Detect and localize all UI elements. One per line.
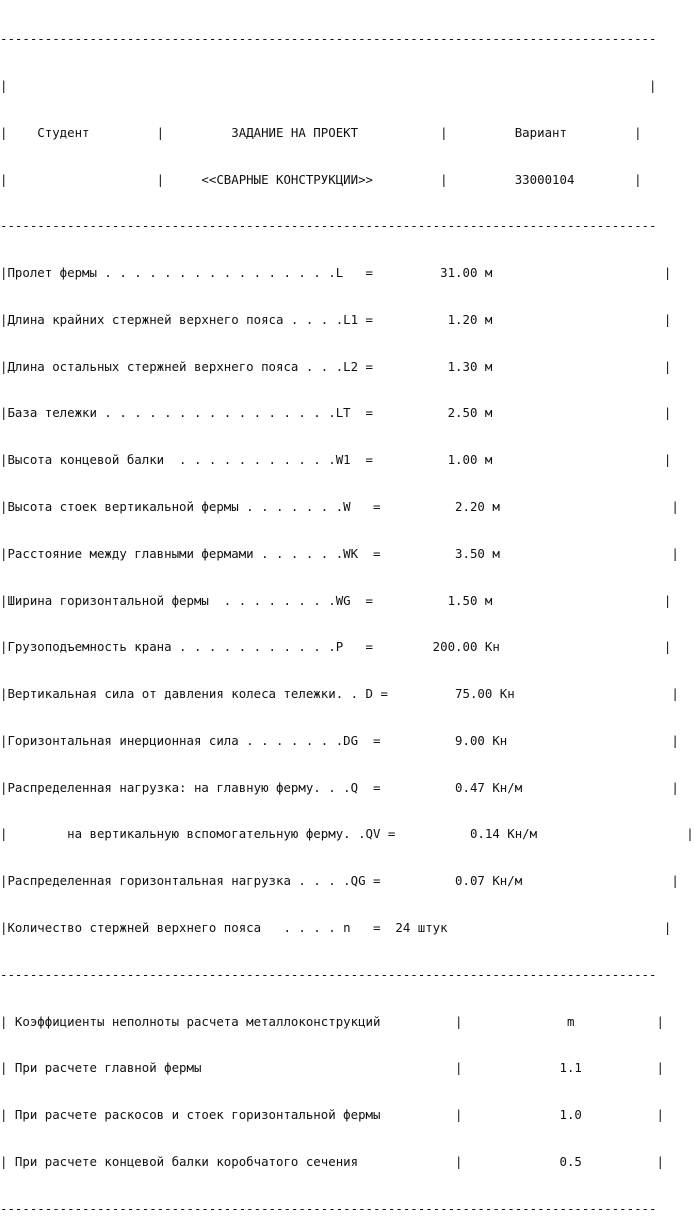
coefficient-row: | При расчете концевой балки коробчатого сечения | 0.5 |	[0, 1153, 664, 1169]
parameter-row: |Пролет фермы . . . . . . . . . . . . . . . .L = 31.00 м |	[0, 265, 672, 281]
parameter-row: |Горизонтальная инерционная сила . . . . . . .DG = 9.00 Кн |	[0, 732, 679, 748]
parameter-row: |Вертикальная сила от давления колеса тележки. . D = 75.00 Кн |	[0, 686, 679, 702]
border-top: ----------------------------------------------------------------------------------------	[0, 31, 657, 47]
header-row-1: | Студент | ЗАДАНИЕ НА ПРОЕКТ | Вариант |	[0, 124, 642, 140]
header-divider: ----------------------------------------------------------------------------------------	[0, 218, 657, 234]
header-row-2: | | <<СВАРНЫЕ КОНСТРУКЦИИ>> | 33000104 |	[0, 171, 642, 187]
header-spacer: | |	[0, 77, 657, 93]
parameter-row: |Длина крайних стержней верхнего пояса . . . .L1 = 1.20 м |	[0, 311, 672, 327]
parameter-row: |Распределенная горизонтальная нагрузка . . . .QG = 0.07 Кн/м |	[0, 873, 679, 889]
border-bottom: ----------------------------------------------------------------------------------------	[0, 1200, 657, 1216]
parameter-row: |Распределенная нагрузка: на главную ферму. . .Q = 0.47 Кн/м |	[0, 779, 679, 795]
parameter-row: |Длина остальных стержней верхнего пояса . . .L2 = 1.30 м |	[0, 358, 672, 374]
parameter-row: |Количество стержней верхнего пояса . . . . n = 24 штук |	[0, 920, 672, 936]
parameter-row: |Ширина горизонтальной фермы . . . . . . . .WG = 1.50 м |	[0, 592, 672, 608]
coefficient-row: | При расчете раскосов и стоек горизонтальной фермы | 1.0 |	[0, 1107, 664, 1123]
parameter-row: |Грузоподъемность крана . . . . . . . . . . .P = 200.00 Кн |	[0, 639, 672, 655]
parameter-row: |Высота стоек вертикальной фермы . . . . . . .W = 2.20 м |	[0, 499, 679, 514]
parameter-row: |База тележки . . . . . . . . . . . . . . . .LT = 2.50 м |	[0, 405, 672, 421]
parameter-row: |Высота концевой балки . . . . . . . . . . .W1 = 1.00 м |	[0, 452, 672, 468]
parameter-row: | на вертикальную вспомогательную ферму. .QV = 0.14 Кн/м |	[0, 826, 694, 842]
coefficient-row: | При расчете главной фермы | 1.1 |	[0, 1060, 664, 1076]
parameter-row: |Расстояние между главными фермами . . . . . .WK = 3.50 м |	[0, 545, 679, 561]
coefficients-header: | Коэффициенты неполноты расчета металлоконструкций | m |	[0, 1013, 664, 1029]
section-divider: ----------------------------------------------------------------------------------------	[0, 966, 657, 982]
